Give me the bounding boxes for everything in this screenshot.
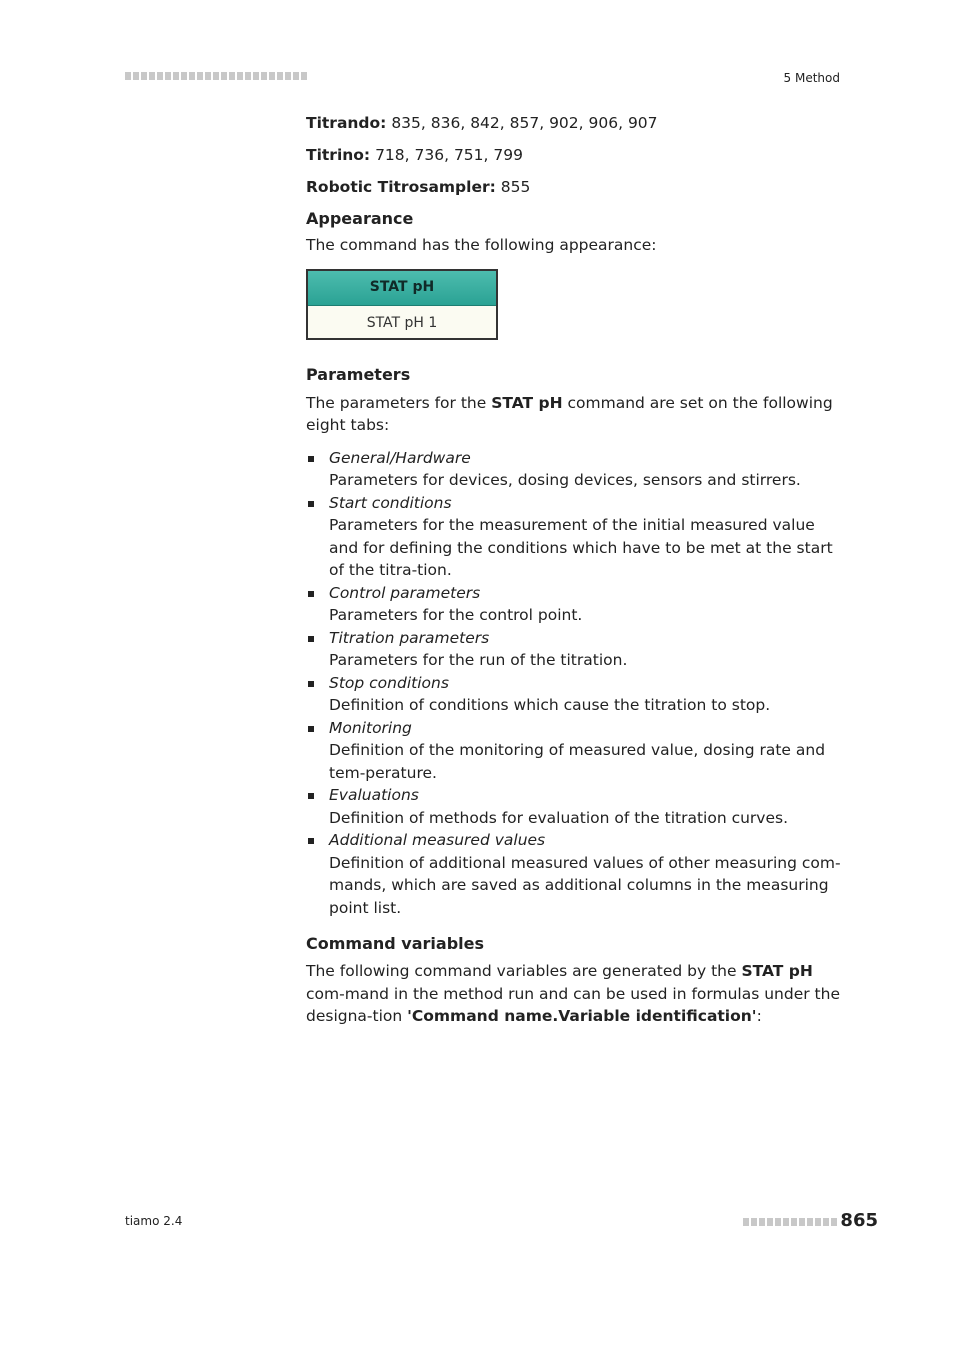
list-item: Titration parameters Parameters for the run of the titration. [306,627,844,672]
list-item: Control parameters Parameters for the control point. [306,582,844,627]
command-block [306,269,498,340]
appearance-heading: Appearance [306,209,414,228]
command-type: STAT pH [308,271,496,306]
header-decoration [125,72,307,80]
list-item: Additional measured values Definition of additional measured values of other measuring com-mands, which are saved as additional columns in the measuring point list. [306,829,844,919]
appearance-intro: The command has the following appearance: [306,236,657,254]
bullet-icon [308,838,314,844]
spec-value: 835, 836, 842, 857, 902, 906, 907 [386,114,658,132]
bullet-icon [308,456,314,462]
bullet-icon [308,793,314,799]
tab-list [306,447,844,920]
parameters-heading: Parameters [306,364,411,384]
list-item: Start conditions Parameters for the measurement of the initial measured value and for defining the conditions which have to be met at the start of the titra-tion. [306,492,844,582]
spec-value: 718, 736, 751, 799 [370,146,523,164]
product-name: tiamo 2.4 [125,1214,183,1228]
command-name: STAT pH 1 [366,314,438,331]
list-item: Evaluations Definition of methods for evaluation of the titration curves. [306,784,844,829]
command-variables-text: The following command variables are generated by the STAT pH com-mand in the method run and can be used in formulas under the designa-tion 'Command name.Variable identification': [306,962,840,1025]
list-item: Monitoring Definition of the monitoring of measured value, dosing rate and tem-perature. [306,717,844,785]
bullet-icon [308,681,314,687]
list-item: Stop conditions Definition of conditions which cause the titration to stop. [306,672,844,717]
page-number: 865 [840,1210,878,1231]
page-content [306,112,844,1028]
command-variables-heading: Command variables [306,934,484,953]
bullet-icon [308,636,314,642]
spec-titrosampler [306,176,844,199]
spec-label: Titrando: [306,114,387,132]
bullet-icon [308,501,314,507]
footer-decoration [743,1218,839,1226]
spec-value: 855 [495,178,531,196]
spec-titrino [306,144,844,167]
bullet-icon [308,591,314,597]
list-item: General/Hardware Parameters for devices, dosing devices, sensors and stirrers. [306,447,844,492]
spec-label: Titrino: [306,146,371,164]
parameters-intro: The parameters for the STAT pH command are set on the following eight tabs: [306,393,833,434]
chapter-title: 5 Method [783,71,840,85]
spec-titrando [306,112,844,135]
bullet-icon [308,726,314,732]
spec-label: Robotic Titrosampler: [306,178,496,196]
